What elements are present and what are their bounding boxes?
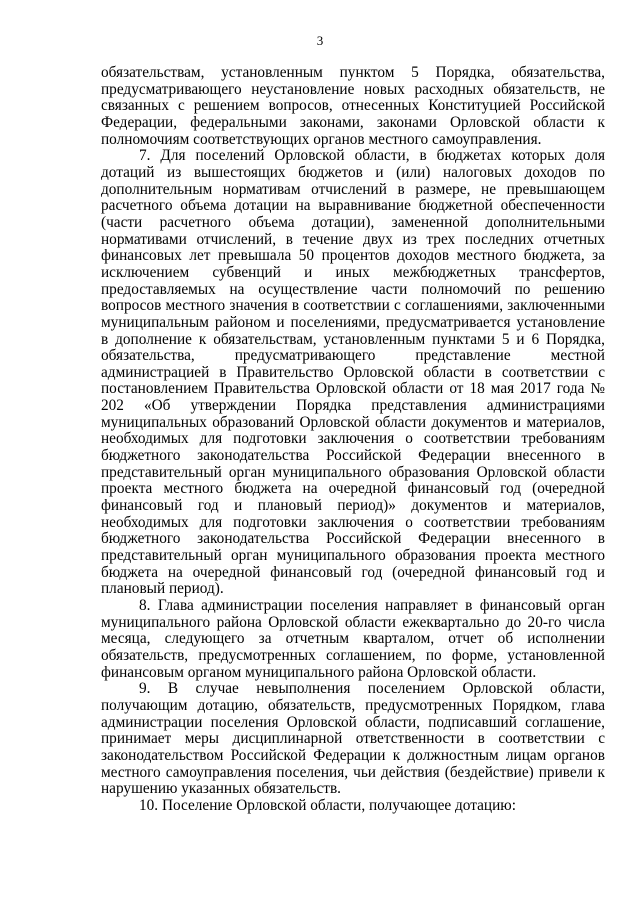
document-body <box>101 65 605 815</box>
paragraph-continuation: обязательствам, установленным пунктом 5 Порядка, обязательства, предусматривающего неустановление новых расходных обязательств, не связанных с решением вопросов, отнесенных Конституцией Российской Федерации, федеральными законами, законами Орловской области к полномочиям соответствующих органов местного самоуправления. <box>101 64 605 148</box>
paragraph-item-10: 10. Поселение Орловской области, получающее дотацию: <box>139 796 516 814</box>
paragraph-item-8: 8. Глава администрации поселения направляет в финансовый орган муниципального района Орловской области ежеквартально до 20-го числа месяца, следующего за отчетным кварталом, отчет об исполнении обязательств, предусмотренных соглашением, по форме, установленной финансовым органом муниципального района Орловской области. <box>101 597 605 681</box>
paragraph-item-9: 9. В случае невыполнения поселением Орловской области, получающим дотацию, обязательств, предусмотренных Порядком, глава администрации поселения Орловской области, подписавший соглашение, принимает меры дисциплинарной ответственности в соответствии с законодательством Российской Федерации к должностным лицам органов местного самоуправления поселения, чьи действия (бездействие) привели к нарушению указанных обязательств. <box>101 680 605 798</box>
paragraph-item-7: 7. Для поселений Орловской области, в бюджетах которых доля дотаций из вышестоящих бюджетов и (или) налоговых доходов по дополнительным нормативам отчислений в размере, не превышающем расчетного объема дотации на выравнивание бюджетной обеспеченности (части расчетного объема дотации), замененной дополнительными нормативами отчислений, в течение двух из трех последних отчетных финансовых лет превышала 50 процентов доходов местного бюджета, за исключением субвенций и иных межбюджетных трансфертов, предоставляемых на осуществление части полномочий по решению вопросов местного значения в соответствии с соглашениями, заключенными муниципальным районом и поселениями, предусматривается установление в дополнение к обязательствам, установленным пунктами 5 и 6 Порядка, обязательства, предусматривающего представление местной администрацией в Правительство Орловской области в соответствии с постановлением Правительства Орловской области от 18 мая 2017 года № 202 «Об утверждении Порядка представления администрациями муниципальных образований Орловской области документов и материалов, необходимых для подготовки заключения о соответствии требованиям бюджетного законодательства Российской Федерации внесенного в представительный орган муниципального образования Орловской области проекта местного бюджета на очередной финансовый год (очередной финансовый год и плановый период)» документов и материалов, необходимых для подготовки заключения о соответствии требованиям бюджетного законодательства Российской Федерации внесенного в представительный орган муниципального образования проекта местного бюджета на очередной финансовый год (очередной финансовый год и плановый период). <box>101 147 605 598</box>
page-number: 3 <box>316 33 324 48</box>
